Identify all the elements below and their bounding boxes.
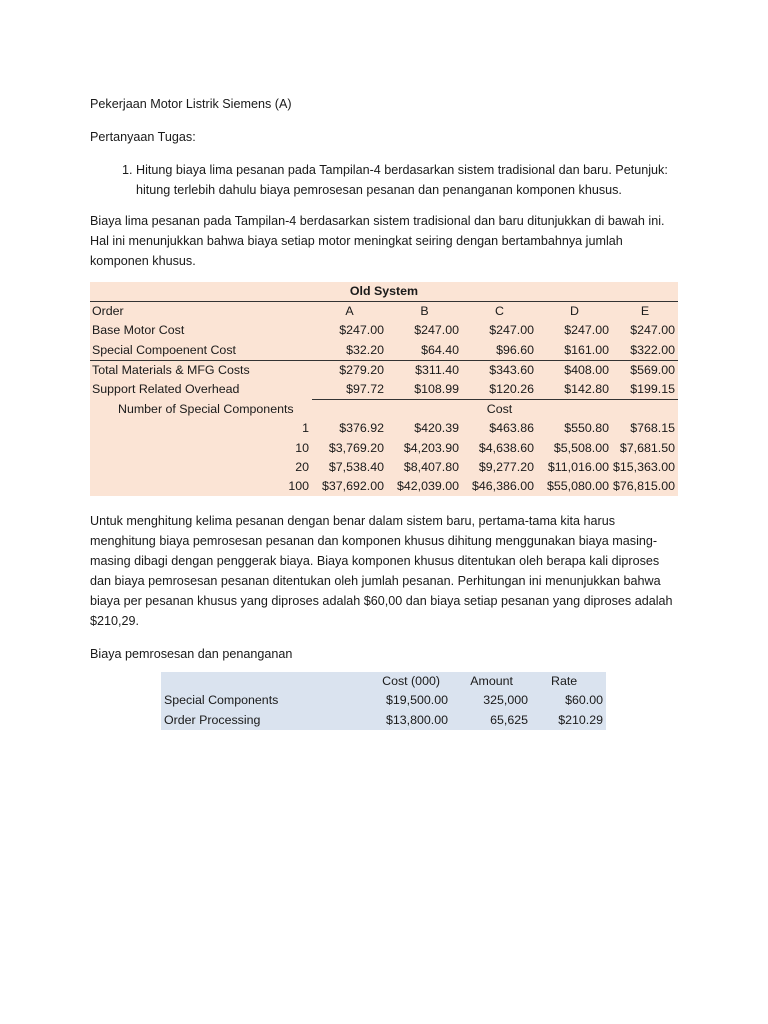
cell: $199.15	[612, 380, 678, 400]
cell: $142.80	[537, 380, 612, 400]
task-line: hitung terlebih dahulu biaya pemrosesan pesanan dan penanganan komponen khusus.	[136, 183, 622, 197]
cell: $311.40	[415, 362, 459, 377]
cell: $247.00	[630, 323, 675, 338]
text-line: Hal ini menunjukkan bahwa biaya setiap motor meningkat seiring dengan bertambahnya jumlah	[90, 234, 623, 248]
cell: $247.00	[489, 323, 534, 338]
cell: $11,016.00	[547, 459, 609, 474]
cell: $343.60	[489, 362, 534, 377]
special-components-header: Number of Special Components	[118, 401, 294, 416]
table-title: Old System	[349, 284, 419, 298]
text-line: Untuk menghitung kelima pesanan dengan benar dalam sistem baru, pertama-tama kita harus	[90, 514, 616, 529]
cell: $247.00	[564, 323, 609, 338]
quantity-cell: 20	[295, 459, 309, 474]
text-line: $210,29.	[90, 614, 140, 629]
text-line: komponen khusus.	[90, 254, 196, 268]
cell: $55,080.00	[546, 479, 609, 494]
cell: $9,277.20	[478, 459, 534, 474]
row-label: Special Components	[164, 693, 279, 708]
cell: $5,508.00	[553, 440, 609, 455]
table-row	[90, 419, 678, 438]
cell: $247.00	[414, 323, 459, 338]
table-row	[90, 321, 678, 340]
cell: $120.26	[462, 380, 537, 400]
text-line: masing dibagi dengan penggerak biaya. Biaya komponen khusus ditentukan oleh berapa kali diproses	[90, 554, 660, 569]
document-page	[90, 94, 680, 730]
cell: $7,681.50	[619, 440, 675, 455]
column-header: C	[462, 302, 537, 322]
table-row	[90, 360, 678, 380]
row-label: Base Motor Cost	[92, 323, 185, 338]
rate-table	[161, 672, 606, 730]
column-header: E	[612, 302, 678, 322]
column-header: D	[537, 302, 612, 322]
cell: $768.15	[630, 421, 675, 436]
cell: $3,769.20	[328, 440, 384, 455]
row-label: Support Related Overhead	[92, 382, 240, 397]
cell: $76,815.00	[612, 479, 675, 494]
cell: $569.00	[630, 362, 675, 377]
row-label: Total Materials & MFG Costs	[92, 362, 250, 377]
text-line: Biaya lima pesanan pada Tampilan-4 berdasarkan sistem tradisional dan baru ditunjukkan di bawah ini.	[90, 214, 665, 228]
column-header	[161, 672, 351, 691]
section-subtitle: Pertanyaan Tugas:	[90, 130, 196, 144]
column-header: B	[387, 302, 462, 322]
table-row	[90, 439, 678, 458]
cell: $13,800.00	[385, 712, 448, 727]
quantity-cell: 100	[288, 479, 309, 494]
cell: $210.29	[558, 712, 603, 727]
cell: $32.20	[312, 341, 387, 361]
cell: $279.20	[339, 362, 384, 377]
table-row	[161, 711, 606, 730]
cell: $376.92	[339, 421, 384, 436]
table-row	[90, 380, 678, 400]
column-header: Amount	[470, 674, 513, 689]
table-row	[90, 458, 678, 477]
quantity-cell: 10	[295, 440, 309, 455]
cell: $7,538.40	[328, 459, 384, 474]
cell: $4,203.90	[403, 440, 459, 455]
task-item	[136, 160, 680, 200]
paragraph-caption: Biaya pemrosesan dan penanganan	[90, 647, 293, 662]
rate-table-wrapper	[161, 672, 680, 730]
cell: $408.00	[564, 362, 609, 377]
cell: $64.40	[387, 341, 462, 361]
table-subheader-row	[90, 400, 678, 420]
cell: $37,692.00	[321, 479, 384, 494]
cell: $463.86	[489, 421, 534, 436]
text-line: dan biaya pemrosesan pesanan ditentukan oleh jumlah pesanan. Perhitungan ini menunjukkan bahwa	[90, 574, 661, 589]
cell: $19,500.00	[385, 693, 448, 708]
cell: $46,386.00	[471, 479, 534, 494]
old-system-table	[90, 282, 678, 496]
text-line: menghitung biaya pemrosesan pesanan dan komponen khusus dihitung menggunakan biaya masing-	[90, 534, 658, 549]
table-row	[161, 691, 606, 710]
document-title: Pekerjaan Motor Listrik Siemens (A)	[90, 97, 292, 111]
cost-header: Cost	[486, 402, 513, 417]
table-row	[90, 341, 678, 361]
cell: $60.00	[565, 693, 603, 708]
cell: $247.00	[339, 323, 384, 338]
cell: $96.60	[462, 341, 537, 361]
paragraph-explanation	[90, 511, 680, 631]
table-header-row	[161, 672, 606, 691]
table-row	[90, 477, 678, 496]
column-header: A	[312, 302, 387, 322]
task-line: Hitung biaya lima pesanan pada Tampilan-4 berdasarkan sistem tradisional dan baru. Petunjuk:	[136, 163, 668, 177]
paragraph-intro	[90, 211, 680, 271]
cell: $42,039.00	[396, 479, 459, 494]
cell: $4,638.60	[478, 440, 534, 455]
column-header: Cost (000)	[382, 674, 440, 689]
order-header: Order	[90, 302, 312, 322]
quantity-cell: 1	[302, 421, 309, 436]
cell: $322.00	[612, 341, 678, 361]
cell: $108.99	[387, 380, 462, 400]
text-line: biaya per pesanan khusus yang diproses adalah $60,00 dan biaya setiap pesanan yang diproses adalah	[90, 594, 673, 609]
cell: $550.80	[564, 421, 609, 436]
cell: $15,363.00	[612, 459, 675, 474]
cell: 325,000	[483, 693, 528, 708]
column-header: Rate	[551, 674, 578, 689]
row-label: Special Compoenent Cost	[90, 341, 312, 361]
cell: $8,407.80	[403, 459, 459, 474]
cell: $420.39	[414, 421, 459, 436]
cell: $161.00	[537, 341, 612, 361]
cell: 65,625	[490, 712, 528, 727]
row-label: Order Processing	[164, 712, 261, 727]
task-list	[90, 160, 680, 200]
cell: $97.72	[312, 380, 387, 400]
